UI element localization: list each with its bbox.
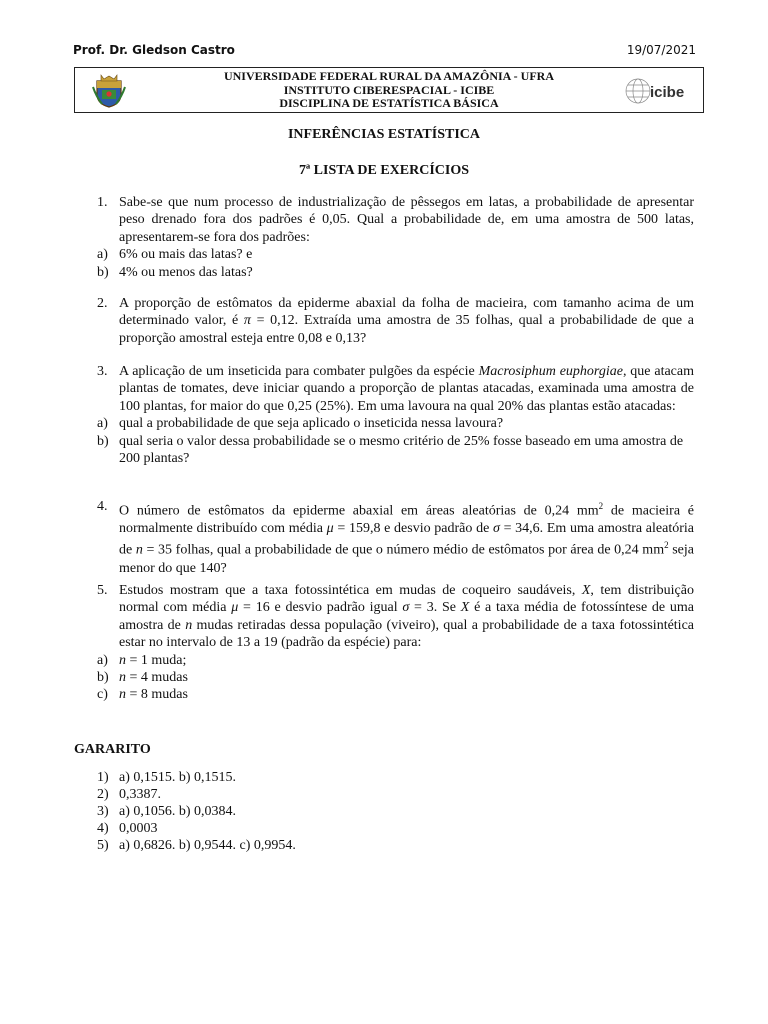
- institution-header: [74, 67, 704, 113]
- item-text: = 1 muda;: [126, 652, 187, 668]
- item-letter: a): [97, 652, 108, 668]
- item-letter: b): [97, 670, 109, 686]
- exercise-text: A proporção de estômatos da epiderme abaxial da folha de macieira, com tamanho acima de um determinado valor, é π = 0,12. Extraída uma amostra de 35 folhas, qual a probabilidade de que a proporção amostral esteja entre 0,08 e 0,13?: [119, 296, 694, 346]
- item-text: qual seria o valor dessa probabilidade se o mesmo critério de 25% fosse baseado em uma amostra de 200 plantas?: [119, 433, 684, 467]
- exercise-item: [97, 246, 694, 263]
- exercise-item: c) n = 8 mudas: [97, 687, 188, 703]
- exercise-item: [97, 415, 694, 432]
- mu-symbol: μ: [231, 600, 239, 616]
- sigma-symbol: σ: [492, 521, 500, 537]
- exercise-1: [97, 194, 694, 281]
- document-title: INFERÊNCIAS ESTATÍSTICA: [287, 127, 481, 142]
- document-date: 19/07/2021: [626, 43, 696, 57]
- exercise-text: Estudos mostram que a taxa fotossintética em mudas de coqueiro saudáveis, X, tem distribuição normal com média μ = 16 e desvio padrão igual σ = 3. Se X é a taxa média de fotossíntese de uma amostra de n mudas retiradas dessa população (viveiro), qual a probabilidade de a taxa fotossintética estar no intervalo de 13 a 19 (padrão da espécie) para:: [119, 583, 695, 651]
- answer-text: a) 0,1056. b) 0,0384.: [119, 804, 237, 819]
- institution-text: [75, 70, 703, 111]
- item-letter: a): [97, 247, 108, 263]
- answer-row: 4) 0,0003: [97, 821, 158, 836]
- exercise-2: [97, 295, 694, 347]
- answer-key-title: GARARITO: [74, 742, 151, 757]
- exercise-item: [97, 264, 694, 281]
- exercise-5: [97, 582, 694, 704]
- answer-row: 1) a) 0,1515. b) 0,1515.: [97, 770, 237, 785]
- answer-row: 3) a) 0,1056. b) 0,0384.: [97, 804, 237, 819]
- answer-key-list: [97, 769, 296, 854]
- answer-text: a) 0,1515. b) 0,1515.: [119, 770, 237, 785]
- exercise-text: Sabe-se que num processo de industrialização de pêssegos em latas, a probabilidade de apresentar peso drenado fora dos padrões é 0,05. Qual a probabilidade de, em uma amostra de 500 latas, apresentarem-se fora dos padrões:: [119, 195, 694, 245]
- item-letter: b): [97, 264, 109, 280]
- logo-text: icibe: [650, 84, 685, 101]
- item-text: = 4 mudas: [126, 670, 188, 686]
- sigma-symbol: σ: [402, 600, 410, 616]
- page-header-line: [73, 43, 696, 59]
- item-letter: c): [97, 687, 108, 703]
- exercise-number: 5.: [97, 583, 108, 598]
- university-name: UNIVERSIDADE FEDERAL RURAL DA AMAZÔNIA - UFRA: [223, 69, 555, 83]
- item-text: 6% ou mais das latas? e: [119, 247, 253, 263]
- exercise-number: 3.: [97, 364, 108, 379]
- exercise-number: 2.: [97, 296, 108, 311]
- answer-text: 0,3387.: [119, 787, 161, 802]
- answer-text: a) 0,6826. b) 0,9544. c) 0,9954.: [119, 838, 296, 853]
- exercise-text: A aplicação de um inseticida para combater pulgões da espécie Macrosiphum euphorgiae, que atacam plantas de tomates, deve iniciar quando a proporção de plantas atacadas, examinada uma amostra de 100 plantas, for maior do que 0,25 (25%). Em uma lavoura na qual 20% das plantas estão atacadas:: [119, 364, 695, 414]
- institute-name: INSTITUTO CIBERESPACIAL - ICIBE: [283, 82, 495, 97]
- exercise-3: [97, 363, 694, 467]
- discipline-name: DISCIPLINA DE ESTATÍSTICA BÁSICA: [279, 96, 499, 110]
- answer-text: 0,0003: [119, 821, 158, 836]
- item-text: qual a probabilidade de que seja aplicado o inseticida nessa lavoura?: [119, 416, 504, 432]
- icibe-logo: [625, 76, 697, 106]
- species-name: Macrosiphum euphorgiae: [478, 364, 623, 379]
- item-text: = 8 mudas: [126, 687, 188, 703]
- author-name: Prof. Dr. Gledson Castro: [73, 43, 235, 57]
- exercise-item: a) n = 1 muda;: [97, 652, 187, 668]
- pi-symbol: π: [243, 313, 251, 329]
- item-text: 4% ou menos das latas?: [119, 264, 253, 280]
- exercise-item: b) n = 4 mudas: [97, 670, 188, 686]
- list-title: 7ª LISTA DE EXERCÍCIOS: [298, 163, 470, 178]
- answer-row: 5) a) 0,6826. b) 0,9544. c) 0,9954.: [97, 838, 296, 853]
- exercise-number: 4.: [97, 499, 108, 514]
- item-letter: a): [97, 416, 108, 432]
- exercise-text: O número de estômatos da epiderme abaxial em áreas aleatórias de 0,24 $mm^2$ de macieira é normalmente distribuído com média μ = 159,8 e desvio padrão de σ = 34,6. Em uma amostra aleatória de n = 35 folhas, qual a probabilidade de que o número médio de estômatos por área de 0,24 $mm^2$ seja menor do que 140?: [119, 501, 694, 576]
- exercise-number: 1.: [97, 195, 108, 210]
- exercise-item: [97, 433, 694, 468]
- item-letter: b): [97, 433, 109, 449]
- exercise-4: [97, 498, 694, 577]
- mu-symbol: μ: [326, 521, 334, 537]
- answer-row: 2) 0,3387.: [97, 787, 161, 802]
